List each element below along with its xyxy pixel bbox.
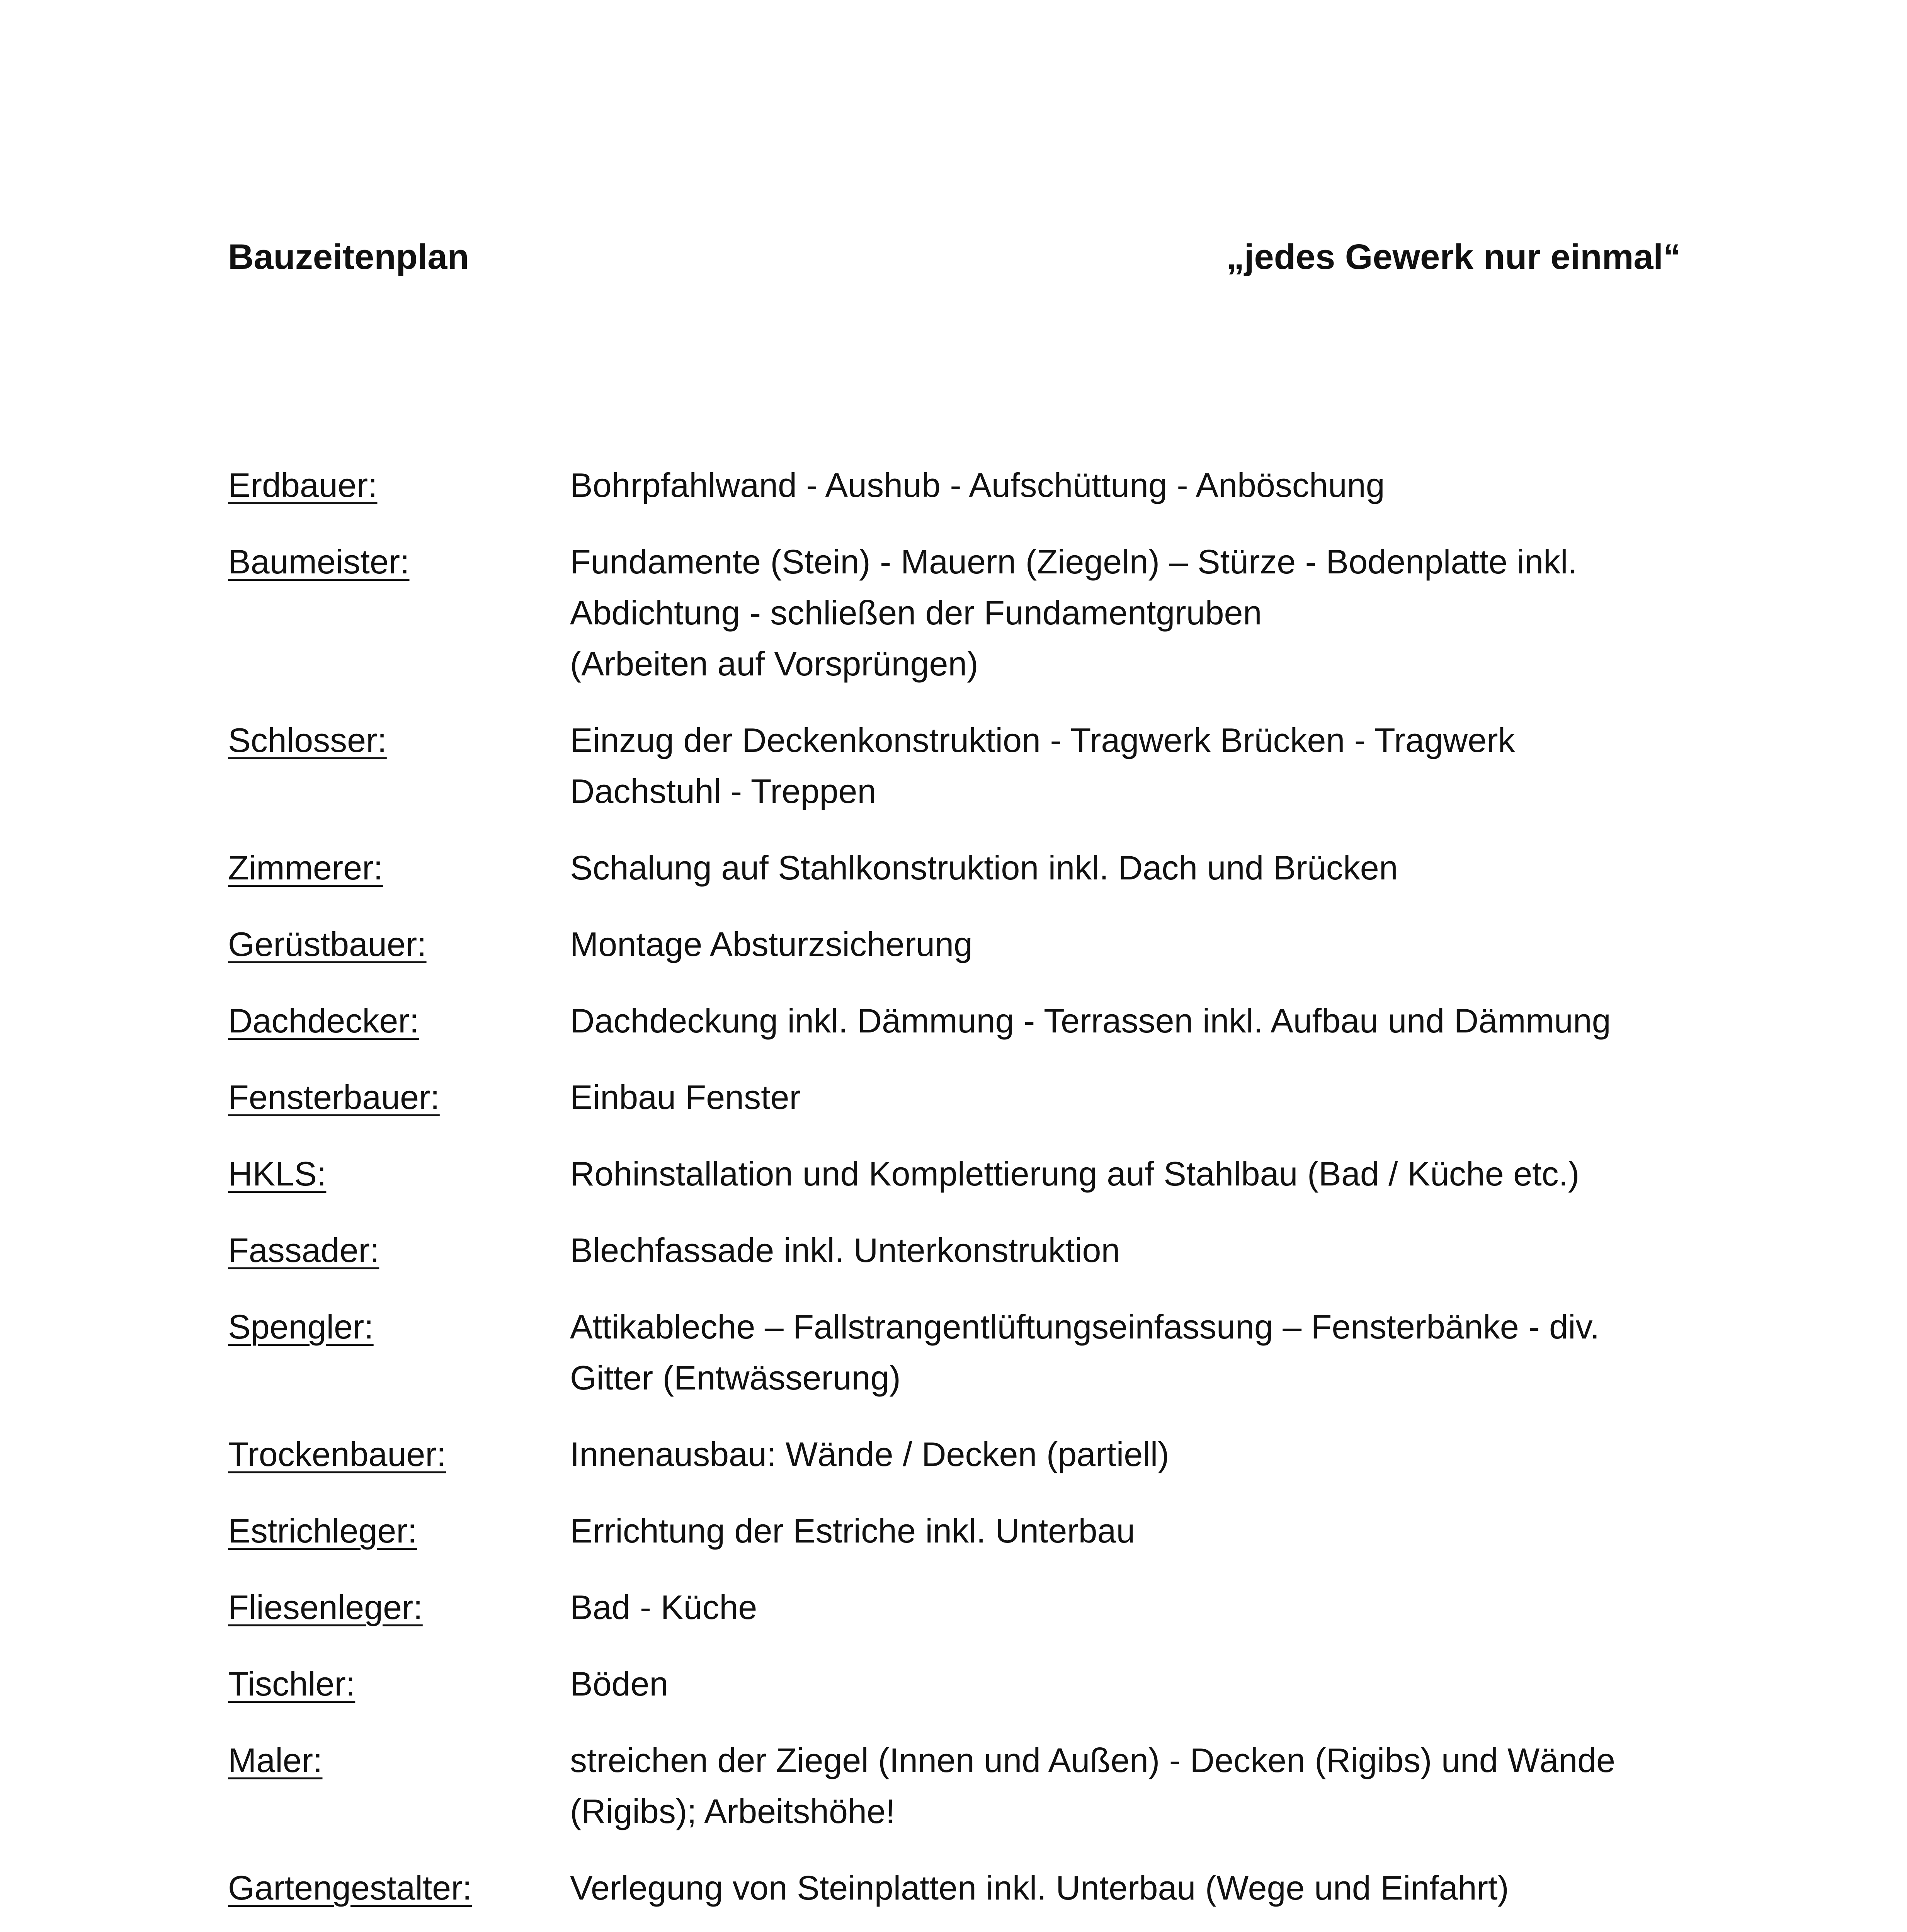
trade-description: Dachdeckung inkl. Dämmung - Terrassen inkl. Aufbau und Dämmung [570, 1002, 1611, 1040]
trade-description: Bad - Küche [570, 1588, 757, 1626]
trade-row-spengler [228, 1301, 1681, 1403]
trade-name: Maler: [228, 1741, 323, 1779]
trade-name: Dachdecker: [228, 1002, 419, 1040]
trade-name: Baumeister: [228, 543, 410, 581]
trade-row-fensterbauer [228, 1072, 1681, 1123]
document-header [228, 228, 1681, 286]
trade-name: Tischler: [228, 1665, 356, 1703]
trade-name: HKLS: [228, 1155, 327, 1193]
trade-description: Montage Absturzsicherung [570, 925, 973, 963]
trade-name: Fliesenleger: [228, 1588, 423, 1626]
trade-description: Blechfassade inkl. Unterkonstruktion [570, 1231, 1120, 1269]
trade-row-hkls [228, 1148, 1681, 1199]
trade-row-erdbauer [228, 460, 1681, 511]
trade-row-fassader [228, 1225, 1681, 1276]
trade-description: Einbau Fenster [570, 1078, 801, 1116]
trade-description: Fundamente (Stein) - Mauern (Ziegeln) – Stürze - Bodenplatte inkl. Abdichtung - schließen der Fundamentgruben (Arbeiten auf Vorsprüngen) [570, 543, 1578, 683]
trade-row-schlosser [228, 715, 1681, 817]
document-title: Bauzeitenplan [228, 237, 469, 277]
trade-name: Fassader: [228, 1231, 379, 1269]
trade-row-maler [228, 1735, 1681, 1837]
trade-description: Attikableche – Fallstrangentlüftungseinfassung – Fensterbänke - div. Gitter (Entwässerung) [570, 1308, 1600, 1397]
trade-description: streichen der Ziegel (Innen und Außen) - Decken (Rigibs) und Wände (Rigibs); Arbeitshöhe! [570, 1741, 1615, 1830]
trade-list [228, 460, 1681, 1932]
trade-description: Innenausbau: Wände / Decken (partiell) [570, 1435, 1169, 1473]
trade-description: Errichtung der Estriche inkl. Unterbau [570, 1512, 1135, 1550]
trade-description: Einzug der Deckenkonstruktion - Tragwerk Brücken - Tragwerk Dachstuhl - Treppen [570, 721, 1515, 810]
trade-name: Gerüstbauer: [228, 925, 427, 963]
trade-description: Bohrpfahlwand - Aushub - Aufschüttung - Anböschung [570, 466, 1385, 504]
trade-name: Gartengestalter: [228, 1869, 472, 1907]
trade-row-tischler [228, 1658, 1681, 1709]
document-subtitle: „jedes Gewerk nur einmal“ [1226, 237, 1681, 277]
trade-name: Spengler: [228, 1308, 374, 1346]
trade-row-baumeister [228, 536, 1681, 689]
trade-name: Zimmerer: [228, 849, 383, 887]
trade-row-trockenbauer [228, 1429, 1681, 1480]
trade-row-estrichleger [228, 1505, 1681, 1556]
trade-row-dachdecker [228, 995, 1681, 1046]
trade-description: Verlegung von Steinplatten inkl. Unterbau (Wege und Einfahrt) [570, 1869, 1509, 1907]
trade-name: Schlosser: [228, 721, 387, 759]
trade-description: Böden [570, 1665, 669, 1703]
trade-row-zimmerer [228, 842, 1681, 893]
trade-name: Fensterbauer: [228, 1078, 440, 1116]
trade-description: Schalung auf Stahlkonstruktion inkl. Dach und Brücken [570, 849, 1398, 887]
trade-name: Erdbauer: [228, 466, 378, 504]
trade-row-geruestbauer [228, 919, 1681, 970]
trade-description: Rohinstallation und Komplettierung auf Stahlbau (Bad / Küche etc.) [570, 1155, 1580, 1193]
trade-name: Trockenbauer: [228, 1435, 446, 1473]
trade-row-gartengestalter [228, 1862, 1681, 1913]
trade-name: Estrichleger: [228, 1512, 417, 1550]
trade-row-fliesenleger [228, 1582, 1681, 1633]
